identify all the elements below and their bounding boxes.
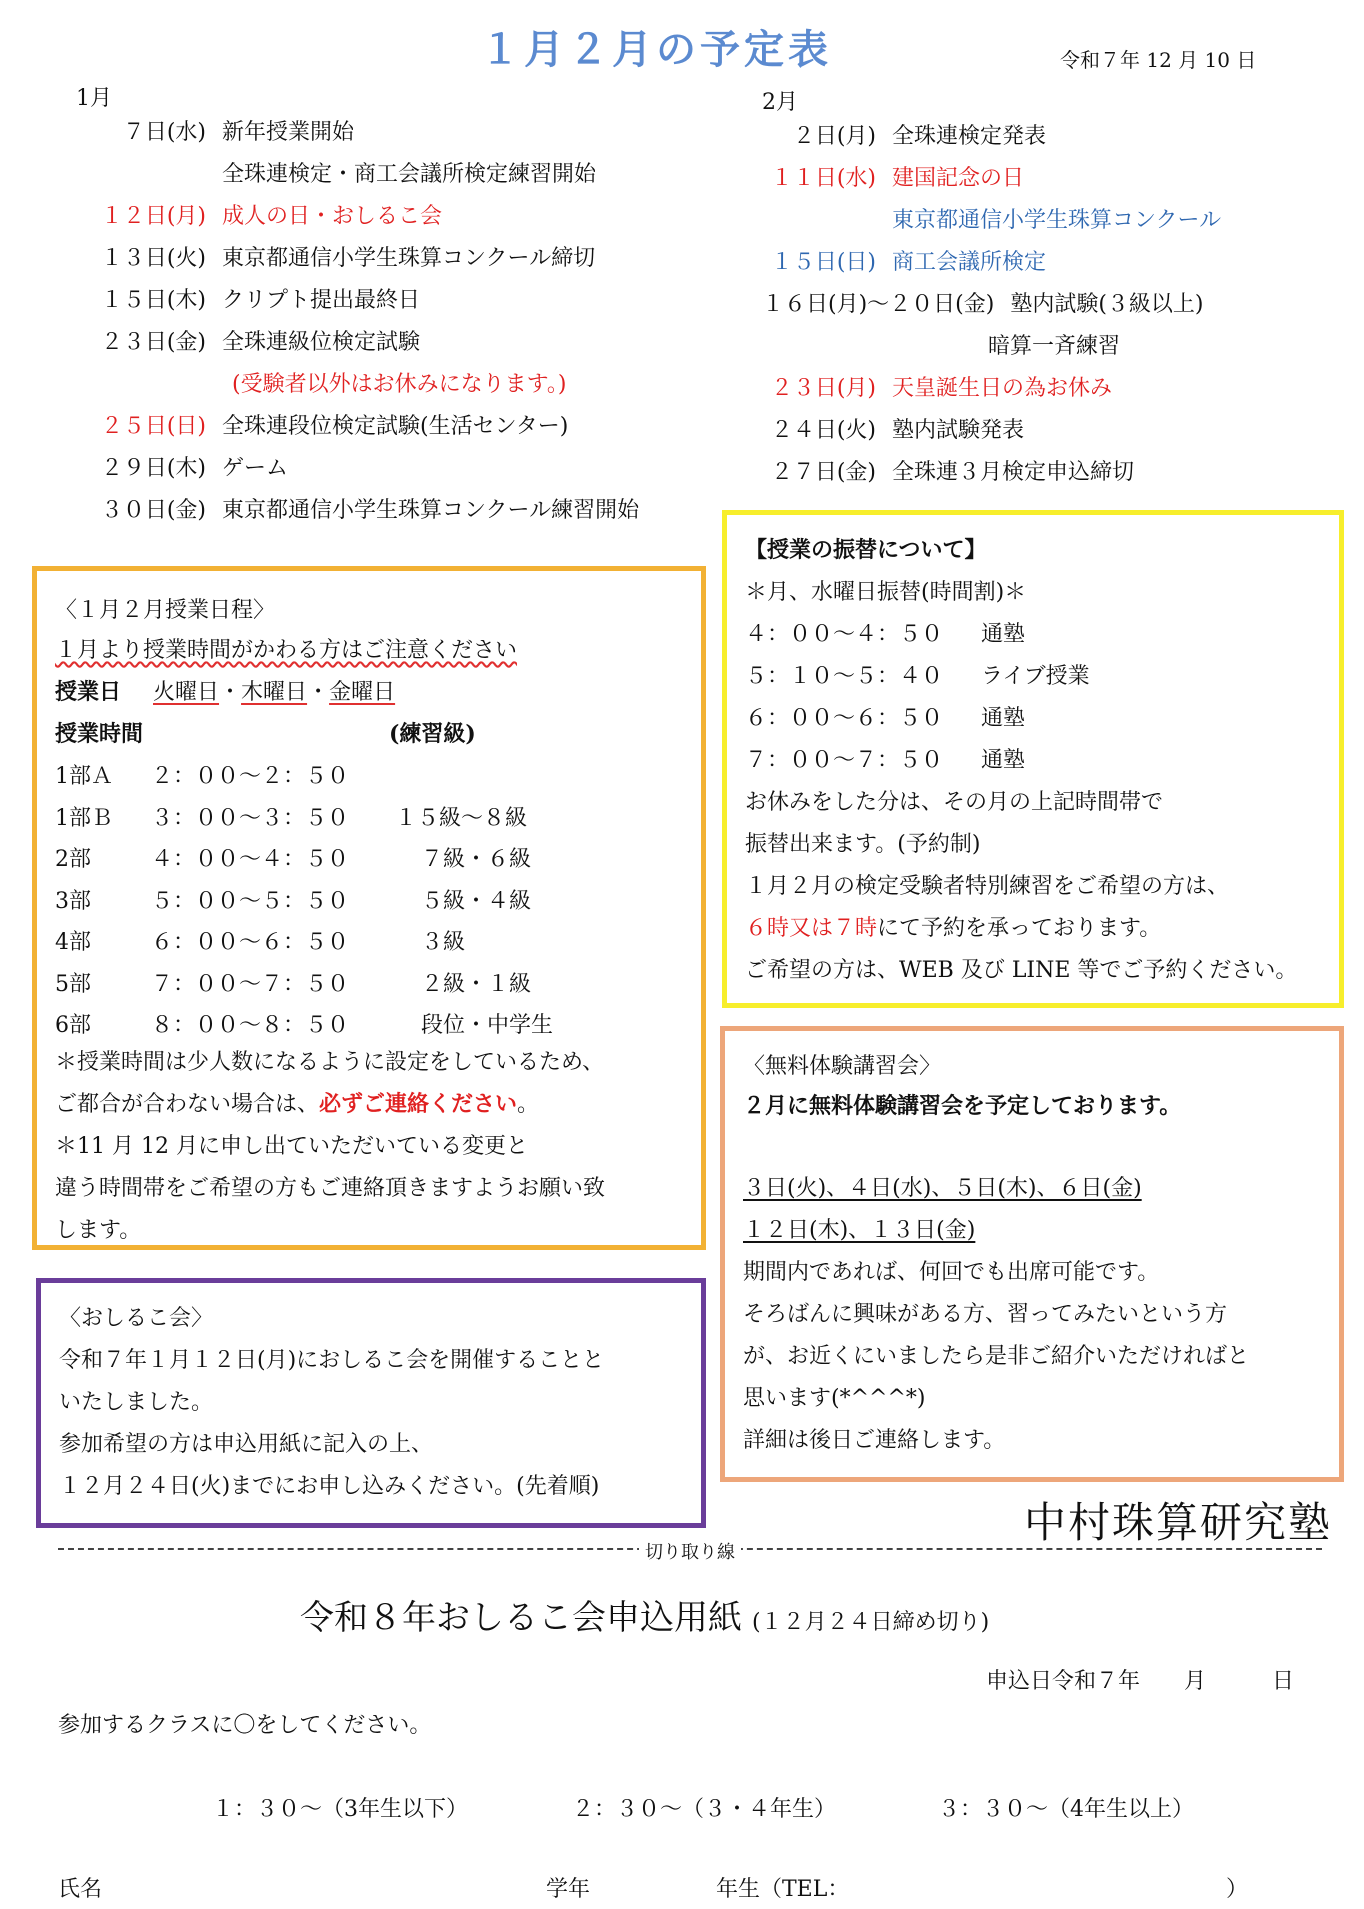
- oshiruko-text-3: 参加希望の方は申込用紙に記入の上、: [59, 1432, 434, 1457]
- class-schedule-box: [32, 566, 706, 1250]
- trial-text-5: 詳細は後日ご連絡します。: [743, 1428, 1006, 1453]
- oshiruko-heading: 〈おしるこ会〉: [59, 1306, 214, 1331]
- form-instruction: 参加するクラスに〇をしてください。: [58, 1713, 432, 1738]
- feb-event-row: [762, 116, 1046, 158]
- event-text: 塾内試験(３級以上): [1010, 292, 1204, 317]
- event-text: 成人の日・おしるこ会: [222, 204, 443, 229]
- makeup-times: ６時又は７時: [745, 916, 878, 941]
- makeup-time: ５：１０～５：４０: [745, 664, 944, 689]
- practice-level-label: (練習級): [389, 721, 476, 747]
- makeup-text-1: お休みをした分は、その月の上記時間帯で: [745, 790, 1164, 815]
- class-days-row: 授業日 火曜日・木曜日・金曜日: [55, 679, 396, 705]
- class-time: ８：００～８：５０: [151, 1013, 350, 1038]
- note-text: 。: [517, 1092, 540, 1117]
- jan-event-row: [76, 112, 354, 154]
- makeup-time: ７：００～７：５０: [745, 748, 944, 773]
- makeup-label: 通塾: [981, 622, 1026, 647]
- event-text: 暗算一斉練習: [988, 334, 1121, 359]
- note-emphasis: 必ずご連絡ください: [319, 1091, 518, 1117]
- trial-text-4: 思います(*^^^*): [743, 1386, 926, 1411]
- class-option-3[interactable]: ３：３０～（4年生以上）: [938, 1797, 1194, 1822]
- grade-label: 学年: [546, 1877, 591, 1902]
- class-option-2[interactable]: ２：３０～（３・４年生）: [572, 1797, 837, 1822]
- class-level: ３級: [421, 930, 466, 955]
- free-trial-box: [720, 1026, 1344, 1482]
- event-date: ２日(月): [792, 124, 876, 149]
- feb-event-row: [762, 410, 1024, 452]
- makeup-sub: ＊月、水曜日振替(時間割)＊: [745, 580, 1027, 605]
- page-title: １月２月の予定表: [480, 27, 832, 73]
- event-date: ２７日(金): [770, 460, 876, 485]
- cut-line: [58, 1538, 1322, 1563]
- feb-event-row: [762, 368, 1112, 410]
- class-days-label: 授業日: [55, 679, 122, 705]
- note-text: ご都合が合わない場合は、: [55, 1092, 320, 1117]
- makeup-label: ライブ授業: [981, 664, 1090, 689]
- makeup-text-5: ご希望の方は、WEB 及び LINE 等でご予約ください。: [745, 958, 1298, 983]
- feb-event-row: [762, 200, 1221, 242]
- jan-event-row: [76, 448, 288, 490]
- class-level: １５級～８級: [395, 805, 528, 831]
- event-text: 全珠連３月検定申込締切: [892, 460, 1135, 485]
- makeup-label: 通塾: [981, 706, 1026, 731]
- schedule-note-5: 違う時間帯をご希望の方もご連絡頂きますようお願い致: [55, 1176, 606, 1201]
- year-tel-label: 年生（TEL：: [716, 1877, 850, 1902]
- makeup-text-3: １月２月の検定受験者特別練習をご希望の方は、: [745, 874, 1230, 899]
- feb-event-row: [762, 326, 1120, 368]
- class-time: ４：００～４：５０: [151, 847, 350, 872]
- issue-date: 令和７年 12 月 10 日: [1060, 48, 1257, 72]
- jan-event-row: [76, 280, 420, 322]
- feb-event-row: [762, 158, 1024, 200]
- class-day: 火曜日: [153, 680, 220, 705]
- event-text: 塾内試験発表: [892, 418, 1025, 443]
- class-day: 金曜日: [329, 680, 396, 705]
- trial-text-1: 期間内であれば、何回でも出席可能です。: [743, 1260, 1160, 1285]
- class-time: ２：００～２：５０: [151, 764, 350, 789]
- class-option-1[interactable]: １：３０～（3年生以下）: [212, 1797, 468, 1822]
- event-date: １６日(月)～２０日(金): [762, 292, 995, 317]
- event-text: (受験者以外はお休みになります。): [232, 372, 567, 397]
- event-date: ２４日(火): [770, 418, 876, 443]
- jan-event-row: [76, 238, 595, 280]
- class-part: 6部: [55, 1013, 91, 1038]
- event-date: １５日(日): [770, 250, 876, 275]
- event-text: 新年授業開始: [222, 120, 355, 145]
- event-text: 商工会議所検定: [892, 250, 1047, 275]
- grade-field[interactable]: [600, 1872, 710, 1900]
- class-time-label: 授業時間: [55, 721, 144, 747]
- feb-heading: 2月: [762, 90, 798, 115]
- event-text: 全珠連検定・商工会議所検定練習開始: [222, 162, 597, 187]
- class-part: 2部: [55, 847, 91, 872]
- feb-event-row: [762, 284, 1204, 326]
- trial-text-2: そろばんに興味がある方、習ってみたいという方: [743, 1302, 1228, 1327]
- jan-event-row: [76, 406, 568, 448]
- feb-event-row: [762, 452, 1134, 494]
- event-text: 東京都通信小学生珠算コンクール: [892, 208, 1222, 233]
- event-text: 天皇誕生日の為お休み: [892, 376, 1113, 401]
- trial-lead: ２月に無料体験講習会を予定しております。: [743, 1093, 1182, 1119]
- event-text: 全珠連級位検定試験: [222, 330, 421, 355]
- apply-date: 申込日令和７年 月 日: [986, 1669, 1295, 1694]
- trial-dates-1: ３日(火)、４日(水)、５日(木)、６日(金): [743, 1176, 1142, 1201]
- trial-heading: 〈無料体験講習会〉: [743, 1054, 942, 1079]
- oshiruko-text-1: 令和７年１月１２日(月)におしるこ会を開催することと: [59, 1348, 605, 1373]
- event-date: ２９日(木): [100, 456, 206, 481]
- makeup-time: ４：００～４：５０: [745, 622, 944, 647]
- event-date: １２日(月): [100, 204, 206, 229]
- makeup-text: にて予約を承っております。: [877, 916, 1162, 941]
- event-date: １５日(木): [100, 288, 206, 313]
- jan-event-row: [76, 490, 639, 532]
- oshiruko-text-2: いたしました。: [59, 1390, 214, 1415]
- event-date: ３０日(金): [100, 498, 206, 523]
- event-text: 建国記念の日: [892, 166, 1025, 191]
- makeup-text-2: 振替出来ます。(予約制): [745, 832, 981, 857]
- event-text: 東京都通信小学生珠算コンクール締切: [222, 246, 596, 271]
- trial-text-3: が、お近くにいましたら是非ご紹介いただければと: [743, 1344, 1250, 1369]
- name-field[interactable]: [110, 1872, 510, 1900]
- feb-event-row: [762, 242, 1046, 284]
- event-date: ７日(水): [122, 120, 206, 145]
- trial-dates-2: １２日(木)、１３日(金): [743, 1218, 976, 1243]
- schedule-note-2: ＊授業時間は少人数になるように設定をしているため、: [55, 1050, 605, 1075]
- jan-event-row: [76, 322, 420, 364]
- schedule-note-4: ＊11 月 12 月に申し出ていただいている変更と: [55, 1134, 528, 1159]
- name-label: 氏名: [58, 1877, 103, 1902]
- makeup-label: 通塾: [981, 748, 1026, 773]
- class-level: ５級・４級: [421, 888, 532, 914]
- schedule-note: １月より授業時間がかわる方はご注意ください: [55, 638, 518, 663]
- event-date: １１日(水): [770, 166, 876, 191]
- close-paren: ）: [1226, 1877, 1249, 1902]
- class-part: 1部Ｂ: [55, 805, 113, 831]
- jan-heading: 1月: [76, 86, 112, 111]
- class-part: 1部Ａ: [55, 764, 113, 789]
- class-time: ３：００～３：５０: [151, 805, 350, 831]
- schedule-note-3: [55, 1087, 539, 1118]
- jan-event-row: [76, 154, 596, 196]
- class-time: ５：００～５：５０: [151, 888, 350, 914]
- event-text: 全珠連検定発表: [892, 124, 1047, 149]
- event-date: ２３日(金): [100, 330, 206, 355]
- oshiruko-box: [36, 1278, 706, 1528]
- makeup-class-box: [722, 510, 1344, 1008]
- event-text: クリプト提出最終日: [222, 288, 421, 313]
- class-level: ７級・６級: [421, 847, 532, 872]
- makeup-time: ６：００～６：５０: [745, 706, 944, 731]
- class-day: 木曜日: [241, 680, 308, 705]
- event-text: 東京都通信小学生珠算コンクール練習開始: [222, 498, 640, 523]
- jan-event-row: [76, 364, 566, 406]
- form-deadline: (１２月２４日締め切り): [752, 1610, 990, 1635]
- event-text: 全珠連段位検定試験(生活センター): [222, 414, 569, 439]
- class-part: 4部: [55, 930, 91, 955]
- class-level: 段位・中学生: [421, 1013, 554, 1038]
- class-time: ７：００～７：５０: [151, 971, 350, 997]
- form-title-row: [300, 1590, 989, 1639]
- cut-line-label: 切り取り線: [639, 1538, 741, 1564]
- schedule-note-6: します。: [55, 1218, 142, 1243]
- class-part: 3部: [55, 888, 91, 914]
- tel-field[interactable]: [860, 1872, 1220, 1900]
- form-title: 令和８年おしるこ会申込用紙: [300, 1598, 742, 1638]
- event-date: ２３日(月): [770, 376, 876, 401]
- class-part: 5部: [55, 971, 91, 997]
- event-date: １３日(火): [100, 246, 206, 271]
- class-level: ２級・１級: [421, 971, 532, 997]
- oshiruko-text-4: １２月２４日(火)までにお申し込みください。(先着順): [59, 1474, 600, 1499]
- school-name: 中村珠算研究塾: [1023, 1498, 1332, 1547]
- makeup-text-4: [745, 911, 1161, 942]
- class-time: ６：００～６：５０: [151, 930, 350, 955]
- makeup-heading: 【授業の振替について】: [745, 537, 987, 563]
- event-text: ゲーム: [222, 456, 289, 481]
- event-date: ２５日(日): [100, 414, 206, 439]
- jan-event-row: [76, 196, 442, 238]
- schedule-heading: 〈１月２月授業日程〉: [55, 598, 276, 623]
